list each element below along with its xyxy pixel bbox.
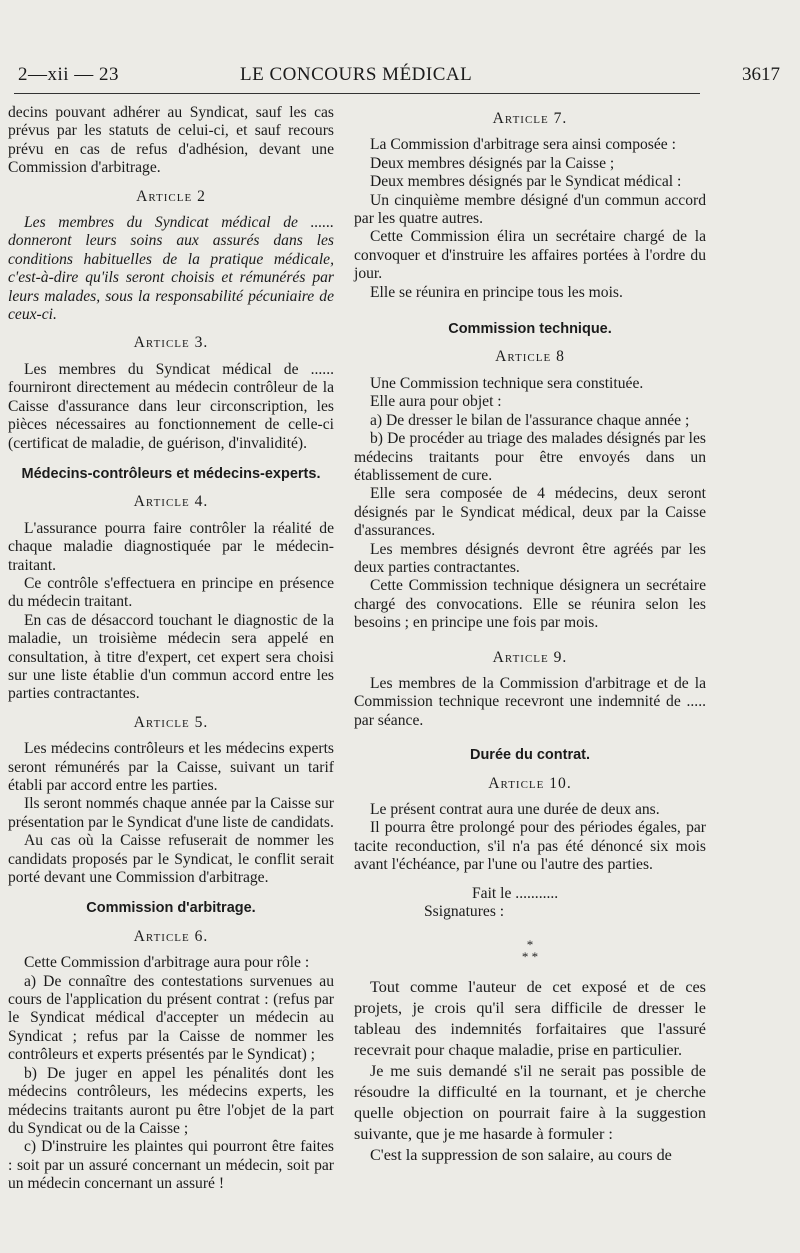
article-6-para-1: Cette Commission d'arbitrage aura pour rôle : xyxy=(24,954,310,972)
article-7-para-2: Deux membres désignés par la Caisse ; xyxy=(370,154,615,172)
section-heading-technique: Commission technique. xyxy=(448,321,612,338)
article-3-text: Les membres du Syndicat médical de ...... fourniront directement au médecin contrôleur de la Caisse d'assurance dans leur circonscription, les pièces nécessaires au fonctionnement de celle-ci (certificat de maladie, de guérison, d'invalidité). xyxy=(8,360,334,452)
closing-para-2: Je me suis demandé s'il ne serait pas possible de résoudre la difficulté en la tournant, et je cherche quelle objection on pourrait faire à la suggestion suivante, que je me hasarde à formuler : xyxy=(354,1062,706,1144)
section-heading-arbitrage: Commission d'arbitrage. xyxy=(86,900,256,917)
article-8-para-2: Elle aura pour objet : xyxy=(370,393,502,411)
section-heading-controleurs: Médecins-contrôleurs et médecins-experts. xyxy=(21,465,321,482)
closing-para-3: C'est la suppression de son salaire, au cours de xyxy=(370,1146,672,1165)
article-4-para-1: L'assurance pourra faire contrôler la réalité de chaque maladie diagnostiquée par le médecin-traitant. xyxy=(8,519,334,574)
article-7-para-4: Un cinquième membre désigné d'un commun accord par les quatre autres. xyxy=(354,191,706,228)
article-4-para-2: Ce contrôle s'effectuera en principe en présence du médecin traitant. xyxy=(8,574,334,611)
article-6-item-c: c) D'instruire les plaintes qui pourront être faites : soit par un assuré concernant un médecin, soit par un médecin concernant un assuré ! xyxy=(8,1138,334,1193)
article-7-para-3: Deux membres désignés par le Syndicat médical : xyxy=(370,173,682,191)
article-7-heading: Article 7. xyxy=(492,110,568,127)
article-5-para-3: Au cas où la Caisse refuserait de nommer les candidats proposés par le Syndicat, le conflit serait porté devant une Commission d'arbitrage. xyxy=(8,832,334,887)
article-8-item-b: b) De procéder au triage des malades désignés par les médecins traitants pour être envoyés dans un établissement de cure. xyxy=(354,430,706,484)
article-6-item-a: a) De connaître des contestations survenues au cours de l'application du présent contrat : (refus par le Syndicat médical d'accepter un médecin au Syndicat ; refus par la Caisse de nommer les contrôleurs et experts présentés par le Syndicat) ; xyxy=(8,972,334,1064)
article-6-heading: Article 6. xyxy=(133,927,209,945)
article-10-para-2: Il pourra être prolongé pour des périodes égales, par tacite reconduction, s'il n'a pas été dénoncé six mois avant l'échéance, par l'une ou l'autre des parties. xyxy=(354,819,706,874)
article-3-heading: Article 3. xyxy=(133,334,209,352)
intro-paragraph: decins pouvant adhérer au Syndicat, sauf les cas prévus par les statuts de celui-ci, et sauf recours prévu en cas de refus d'adhésion, devant une Commission d'arbitrage. xyxy=(8,104,334,177)
article-2-text: Les membres du Syndicat médical de ...... donneront leurs soins aux assurés dans les conditions habituelles de la pratique médicale, c'est-à-dire qu'ils seront choisis et rémunérés par leurs malades, sous la responsabilité pécuniaire de ceux-ci. xyxy=(8,214,334,324)
article-4-para-3: En cas de désaccord touchant le diagnostic de la maladie, un troisième médecin sera appelé en consultation, à titre d'expert, cet expert sera choisi sur une liste établie d'un commun accord entre les parties contractantes. xyxy=(8,611,334,703)
article-8-para-5: Cette Commission technique désignera un secrétaire chargé des convocations. Elle se réunira selon les besoins ; en principe une fois par mois. xyxy=(354,577,706,632)
article-9-heading: Article 9. xyxy=(492,648,568,666)
article-7-para-1: La Commission d'arbitrage sera ainsi composée : xyxy=(370,136,676,154)
article-8-item-a: a) De dresser le bilan de l'assurance chaque année ; xyxy=(370,411,690,429)
issue-reference: 2—xii — 23 xyxy=(18,64,120,85)
article-7-para-6: Elle se réunira en principe tous les mois. xyxy=(370,283,623,301)
section-heading-duree: Durée du contrat. xyxy=(469,747,591,764)
article-5-heading: Article 5. xyxy=(133,713,209,731)
asterism-top: * xyxy=(526,937,534,953)
article-8-para-3: Elle sera composée de 4 médecins, deux seront désignés par le Syndicat médical, deux par la Caisse d'assurances. xyxy=(354,485,706,540)
left-column xyxy=(8,104,334,1194)
article-8-para-1: Une Commission technique sera constituée. xyxy=(370,374,644,392)
fait-le-line: Fait le ........... xyxy=(472,884,559,902)
right-column xyxy=(354,104,706,1166)
article-10-heading: Article 10. xyxy=(488,774,572,792)
article-5-para-2: Ils seront nommés chaque année par la Caisse sur présentation par le Syndicat d'une liste de candidats. xyxy=(8,795,334,831)
closing-text xyxy=(354,977,706,1166)
journal-title: LE CONCOURS MÉDICAL xyxy=(240,64,473,85)
signatures-line: Ssignatures : xyxy=(424,903,505,921)
article-5-para-1: Les médecins contrôleurs et les médecins experts seront rémunérés par la Caisse, suivant un tarif établi par accord entre les parties. xyxy=(8,740,334,794)
article-10-para-1: Le présent contrat aura une durée de deux ans. xyxy=(370,801,660,818)
article-9-text: Les membres de la Commission d'arbitrage et de la Commission technique recevront une indemnité de ..... par séance. xyxy=(354,674,706,729)
asterism-divider xyxy=(354,939,706,963)
page-number: 3617 xyxy=(742,64,780,85)
header-rule xyxy=(14,93,700,94)
article-8-para-4: Les membres désignés devront être agréés par les deux parties contractantes. xyxy=(354,540,706,576)
page-header xyxy=(18,64,780,90)
asterism-bottom: * * xyxy=(521,949,539,965)
article-6-item-b: b) De juger en appel les pénalités dont les médecins contrôleurs, les médecins experts, les médecins traitants auront pu être l'objet de la part du Syndicat ou de la Caisse ; xyxy=(8,1064,334,1137)
article-7-para-5: Cette Commission élira un secrétaire chargé de la convoquer et d'instruire les affaires portées à l'ordre du jour. xyxy=(354,228,706,283)
article-4-heading: Article 4. xyxy=(133,493,209,511)
article-2-heading: Article 2 xyxy=(136,187,206,205)
article-8-heading: Article 8 xyxy=(495,348,565,366)
closing-para-1: Tout comme l'auteur de cet exposé et de ces projets, je crois qu'il sera difficile de dresser le tableau des indemnités forfaitaires que l'assuré recevrait pour chaque maladie, prise en particulier. xyxy=(354,978,706,1060)
